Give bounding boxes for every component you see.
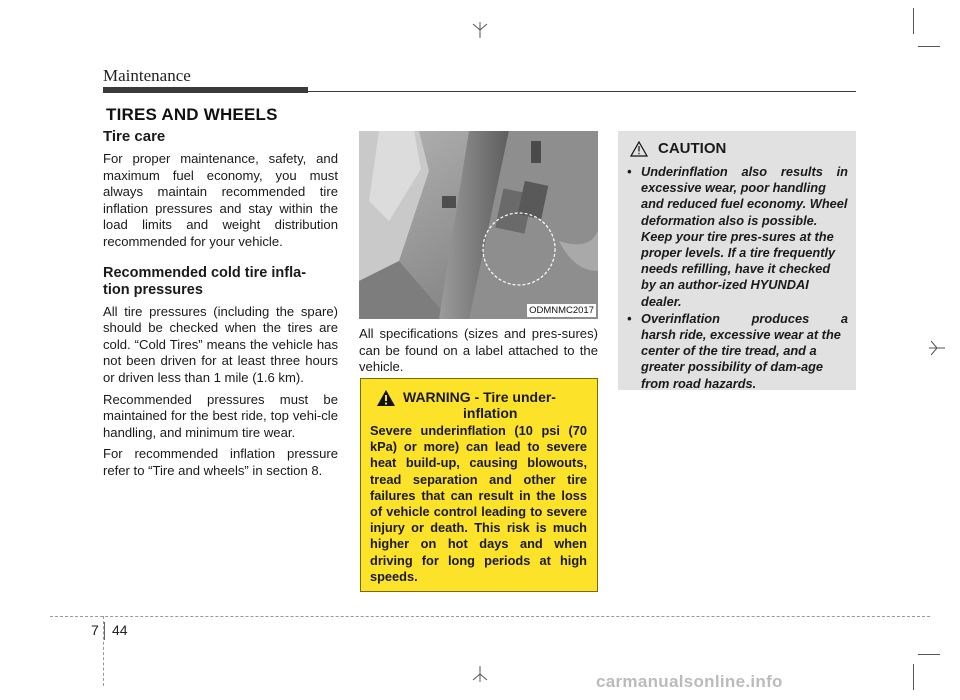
- cold-pressure-heading-line1: Recommended cold tire infla-: [103, 264, 307, 281]
- figure-code: ODMNMC2017: [529, 305, 594, 316]
- registration-mark-right: [925, 338, 947, 358]
- registration-mark-bottom: [470, 664, 490, 686]
- caution-triangle-icon: [630, 141, 648, 157]
- tire-care-paragraph: For proper maintenance, safety, and maximum fuel economy, you must always maintain recommended tire inflation pressures and stay within the load limits and weight distribution recommended for your vehicle.: [103, 151, 338, 249]
- bullet-icon: •: [627, 310, 632, 326]
- caution-item-text: excessive wear, poor handling and reduced fuel economy. Wheel deformation also is possible. Keep your tire pres-sures at the proper levels. If a tire frequently needs refilling, have it checked by an author-ized HYUNDAI dealer.: [641, 180, 848, 309]
- crop-mark-bottom-right-h: [918, 654, 940, 655]
- door-jamb-illustration: [359, 131, 598, 319]
- page-chapter-number: 7: [91, 622, 99, 638]
- warning-title-line1: WARNING - Tire under-: [403, 389, 556, 405]
- warning-triangle-icon: [376, 389, 396, 407]
- warning-box: [360, 378, 598, 592]
- caution-item-overinflation: [627, 311, 848, 392]
- caution-box: [618, 131, 856, 390]
- tire-label-photo: [359, 131, 598, 319]
- cold-pressure-paragraph-2: Recommended pressures must be maintained for the best ride, top vehi-cle handling, and minimum tire wear.: [103, 391, 338, 440]
- crop-mark-top-right-v: [913, 8, 914, 34]
- caution-header: [627, 140, 848, 164]
- cold-pressure-paragraph-3: For recommended inflation pressure refer to “Tire and wheels” in section 8.: [103, 446, 338, 478]
- crop-mark-top-right-h: [918, 46, 940, 47]
- registration-mark-top: [470, 18, 490, 40]
- tire-care-heading: Tire care: [103, 128, 166, 145]
- crop-mark-bottom-right-v: [913, 664, 914, 690]
- caution-item-first-line: Overinflation produces a: [641, 310, 848, 326]
- page-number-divider: [104, 622, 105, 640]
- footer-rule: [50, 616, 930, 617]
- cold-pressure-heading: [103, 265, 338, 299]
- warning-header: [370, 389, 587, 423]
- bullet-icon: •: [627, 164, 632, 179]
- header-bar: [103, 87, 308, 93]
- caution-item-underinflation: [627, 164, 848, 310]
- chapter-title: TIRES AND WHEELS: [106, 105, 278, 124]
- watermark: carmanualsonline.info: [596, 672, 783, 691]
- cold-pressure-heading-line2: tion pressures: [103, 281, 203, 298]
- caution-item-text: harsh ride, excessive wear at the center of the tire tread, and a greater possibility of dam-age from road hazards.: [641, 327, 841, 391]
- caution-title: CAUTION: [658, 140, 727, 157]
- left-column: [103, 128, 338, 485]
- warning-title: [403, 389, 556, 421]
- header-rule: [308, 91, 856, 92]
- warning-title-line2: inflation: [463, 405, 518, 421]
- running-header-section: Maintenance: [103, 66, 191, 85]
- warning-text: Severe underinflation (10 psi (70 kPa) or more) can lead to severe heat build-up, causing blowouts, tread separation and other tire failures that can result in the loss of vehicle control leading to severe injury or death. This risk is much higher on hot days and when driving for long periods at high speeds.: [370, 423, 587, 584]
- caution-item-first-line: Underinflation also results in: [641, 164, 848, 179]
- figure-caption: All specifications (sizes and pres-sures) can be found on a label attached to the vehicle.: [359, 326, 598, 375]
- page-number: 44: [112, 622, 128, 638]
- cold-pressure-paragraph-1: All tire pressures (including the spare) should be checked when the tires are cold. “Cold Tires” means the vehicle has not been driven for at least three hours or driven less than 1 mile (1.6 km).: [103, 303, 338, 385]
